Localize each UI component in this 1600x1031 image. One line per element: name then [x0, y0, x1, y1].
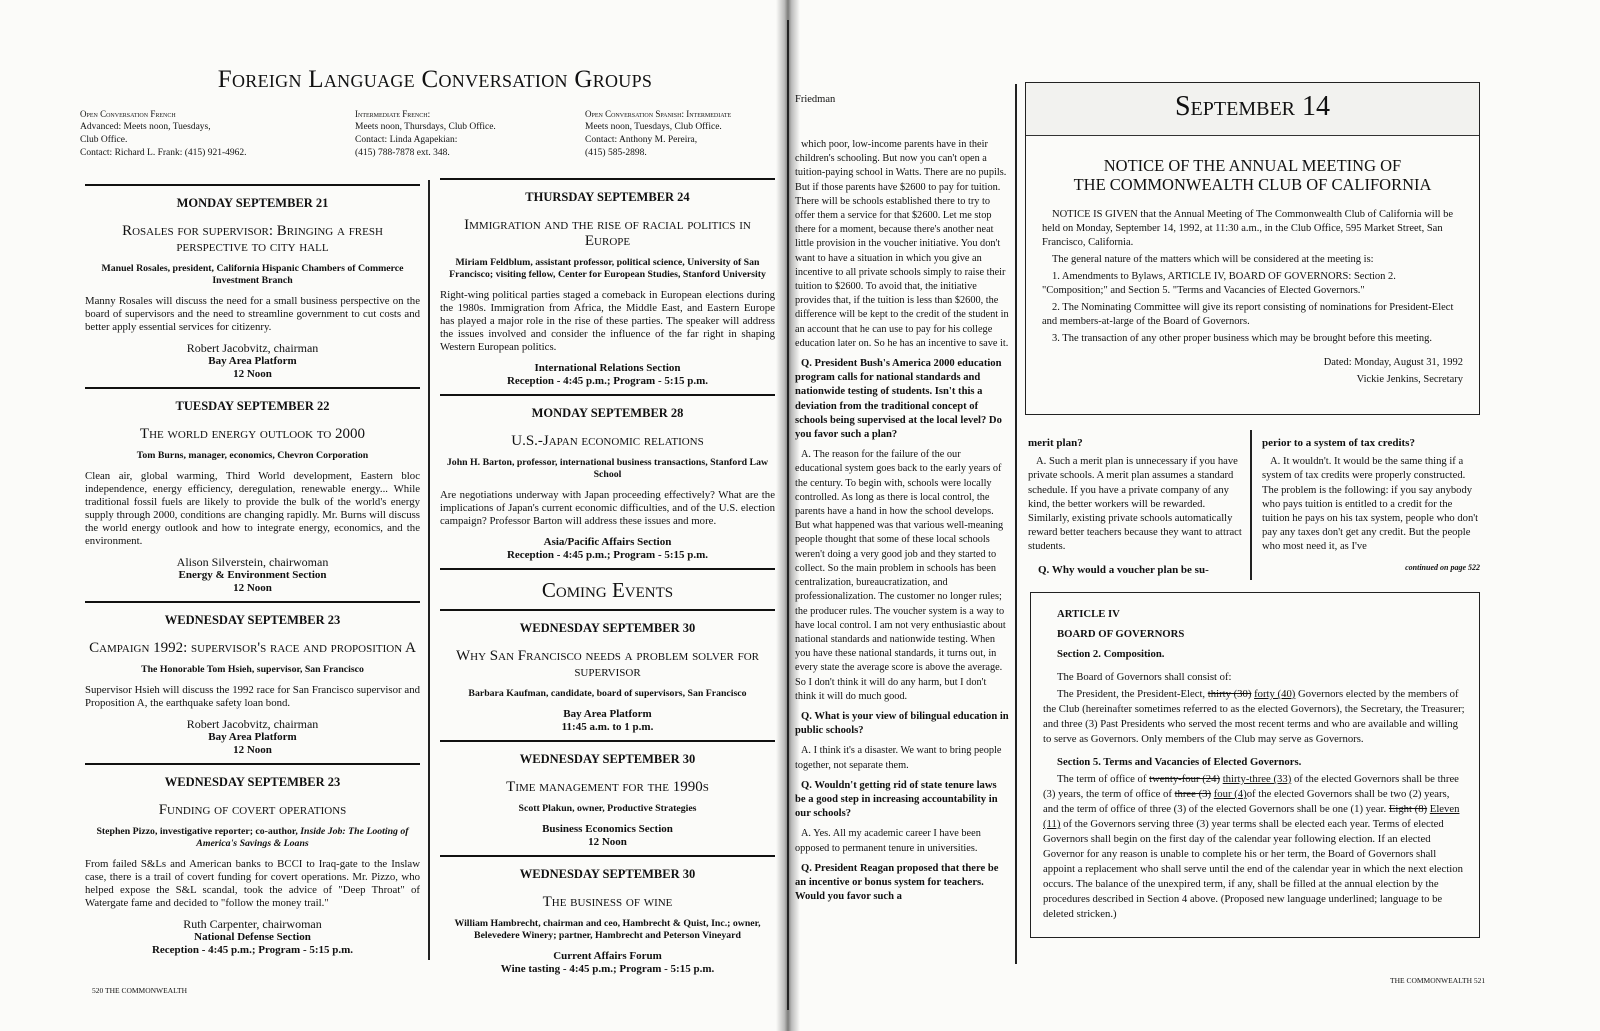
- book-title: Inside Job: The Looting of America's Savings & Loans: [196, 826, 409, 849]
- event-date: MONDAY SEPTEMBER 21: [176, 196, 329, 210]
- question: perior to a system of tax credits?: [1262, 437, 1415, 449]
- speaker-name: Miriam Feldblum, assistant professor, political science, University of San Francisco; visiting fellow, Center for European Studies, Stanford University: [449, 257, 766, 280]
- event-listing: [440, 855, 775, 976]
- event-section: Energy & Environment Section: [178, 569, 327, 581]
- event-title: Immigration and the rise of racial politics in Europe: [464, 217, 751, 249]
- group-detail: Contact: Linda Agapekian:: [355, 135, 458, 145]
- events-column-right: [440, 172, 775, 976]
- event-date: MONDAY SEPTEMBER 28: [531, 406, 684, 420]
- notice-paragraph: The general nature of the matters which will be considered at the meeting is:: [1052, 254, 1374, 265]
- notice-signature: Vickie Jenkins, Secretary: [1356, 374, 1463, 385]
- notice-paragraph: 3. The transaction of any other proper business which may be brought before this meeting.: [1052, 333, 1433, 344]
- event-date: THURSDAY SEPTEMBER 24: [525, 190, 690, 204]
- answer: A. It wouldn't. It would be the same thing if a system of tax credits were properly constructed. The problem is the following: if you say anybody who pays tuition is entitled to a credit for the tuition he pays on his tax system, people who don't pay any taxes don't get any credit. But the people who most need it, as I've: [1262, 456, 1479, 553]
- book-fold: [787, 20, 789, 1010]
- notice-paragraph: NOTICE IS GIVEN that the Annual Meeting of The Commonwealth Club of California will be held on Monday, September 14, 1992, at 11:30 a.m., in the Club Office, 595 Market Street, San Francisco, California.: [1042, 209, 1454, 248]
- event-title: Time management for the 1990s: [506, 779, 709, 795]
- question: Q. Why would a voucher plan be su-: [1038, 563, 1209, 576]
- section-heading: Section 2. Composition.: [1057, 648, 1165, 660]
- column-divider: [1250, 430, 1252, 580]
- article-heading: ARTICLE IV: [1057, 608, 1120, 620]
- group-heading: Intermediate French:: [355, 109, 431, 119]
- underlined-text: thirty-three (33): [1222, 773, 1292, 785]
- event-section: Business Economics Section: [542, 823, 673, 835]
- event-section: Bay Area Platform: [208, 355, 297, 367]
- notice-body: [1026, 208, 1479, 387]
- event-speaker: [440, 918, 775, 942]
- text: The term of office of: [1057, 773, 1150, 785]
- question: Q. What is your view of bilingual education in public schools?: [795, 710, 1009, 737]
- event-time: Reception - 4:45 p.m.; Program - 5:15 p.m.: [506, 549, 709, 561]
- page-title: Foreign Language Conversation Groups: [217, 66, 653, 93]
- event-time: 11:45 a.m. to 1 p.m.: [561, 721, 654, 733]
- event-section: International Relations Section: [534, 362, 681, 374]
- notice-title-line: THE COMMONWEALTH CLUB OF CALIFORNIA: [1073, 175, 1432, 194]
- event-listing: [440, 394, 775, 562]
- event-listing: [440, 609, 775, 734]
- event-speaker: [85, 826, 420, 850]
- interview-column: [795, 138, 1009, 910]
- question: merit plan?: [1028, 437, 1083, 449]
- event-speaker: [85, 450, 420, 462]
- answer: A. Yes. All my academic career I have been opposed to permanent tenure in universities.: [795, 828, 981, 854]
- running-head: Friedman: [795, 94, 836, 105]
- section-rule: [440, 394, 775, 396]
- event-listing: [85, 387, 420, 595]
- question: Q. Wouldn't getting rid of state tenure laws be a good step in increasing accountability in our schools?: [795, 779, 998, 820]
- bylaw-amendment-box: [1030, 592, 1480, 938]
- group-heading: Open Conversation French: [80, 109, 176, 119]
- event-listing: [85, 184, 420, 381]
- coming-events-heading: Coming Events: [541, 578, 674, 602]
- event-chair: Robert Jacobvitz, chairman: [186, 341, 319, 355]
- event-description: Are negotiations underway with Japan proceeding effectively? What are the implications of Japan's current economic difficulties, and of the U.S. election campaign? Professor Barton will address these issues and more.: [440, 489, 775, 527]
- underlined-text: four (4): [1213, 788, 1247, 800]
- event-description: Clean air, global warming, Third World development, Eastern bloc independence, energy efficiency, deregulation, renewable energy... While traditional fossil fuels are likely to provide the bulk of the world's energy supply through 2000, conditions are changing rapidly. Mr. Burns will discuss the world energy outlook and how to integrate energy, economics, and the environment.: [85, 470, 420, 547]
- paragraph: [1043, 687, 1467, 747]
- paragraph: [1043, 772, 1467, 922]
- event-time: 12 Noon: [233, 368, 272, 380]
- event-time: 12 Noon: [233, 744, 272, 756]
- group-detail: (415) 585-2898.: [585, 148, 647, 158]
- event-speaker: [85, 664, 420, 676]
- speaker-name: The Honorable Tom Hsieh, supervisor, San Francisco: [141, 664, 364, 675]
- stricken-text: Eight (8): [1388, 803, 1428, 815]
- event-date: WEDNESDAY SEPTEMBER 23: [164, 775, 341, 789]
- speaker-name: Tom Burns, manager, economics, Chevron Corporation: [136, 450, 369, 461]
- notice-paragraph: 2. The Nominating Committee will give its report consisting of nominations for President-Elect and members-at-large of the Board of Governors.: [1042, 302, 1454, 327]
- speaker-name: Barbara Kaufman, candidate, board of supervisors, San Francisco: [468, 688, 747, 699]
- question: Q. President Reagan proposed that there be an incentive or bonus system for teachers. Would you favor such a: [795, 862, 999, 903]
- event-listing: [85, 601, 420, 757]
- event-time: Wine tasting - 4:45 p.m.; Program - 5:15 p.m.: [500, 963, 715, 975]
- notice-title-line: NOTICE OF THE ANNUAL MEETING OF: [1103, 156, 1402, 175]
- event-date: WEDNESDAY SEPTEMBER 30: [519, 867, 696, 881]
- event-speaker: [85, 263, 420, 287]
- group-heading: Open Conversation Spanish: Intermediate: [585, 109, 732, 119]
- article-heading: BOARD OF GOVERNORS: [1057, 628, 1185, 640]
- event-date: WEDNESDAY SEPTEMBER 23: [164, 613, 341, 627]
- event-time: 12 Noon: [588, 836, 627, 848]
- event-speaker: [440, 457, 775, 481]
- event-title: The world energy outlook to 2000: [139, 426, 366, 442]
- speaker-name: Stephen Pizzo, investigative reporter; co-author,: [96, 826, 301, 837]
- interview-column-a: [1028, 436, 1243, 582]
- event-time: 12 Noon: [233, 582, 272, 594]
- event-section: Current Affairs Forum: [553, 950, 662, 962]
- event-title: The business of wine: [542, 894, 673, 910]
- stricken-text: twenty-four (24): [1149, 773, 1221, 785]
- group-detail: Contact: Richard L. Frank: (415) 921-4962.: [80, 148, 247, 158]
- group-detail: Advanced: Meets noon, Tuesdays,: [80, 122, 211, 132]
- text: of the elected Governors shall be three (3) years, the term of office of: [1043, 773, 1459, 800]
- answer: which poor, low-income parents have in their children's schooling. But now you can't open a tuition-paying school in Watts. There are no pupils. But if those parents have $2600 to pay for tuition. There will be schools established there to try to offer them a service for that $2600. Let me stop there for a moment, because there's another neat little provision in the voucher initiative. You don't want to have a situation in which you give an incentive to all private schools simply to raise their tuition to $2600. To avoid that, the initiative provides that, if the tuition is less than $2600, the difference will be kept to the credit of the student in an account that he can use to pay for his college education later on. So he has an incentive to save it.: [795, 139, 1009, 349]
- section-rule: [85, 184, 420, 186]
- event-speaker: [440, 688, 775, 700]
- event-section: Asia/Pacific Affairs Section: [543, 536, 672, 548]
- page-footer-right: THE COMMONWEALTH 521: [1390, 976, 1486, 985]
- section-rule: [440, 178, 775, 180]
- event-listing: [440, 178, 775, 388]
- conversation-group: [355, 108, 496, 160]
- question: Q. President Bush's America 2000 education program calls for national standards and nationwide testing of students. Isn't this a deviation from the traditional concept of schools being supervised at the local level? Do you favor such a plan?: [795, 358, 1002, 441]
- speaker-name: Scott Plakun, owner, Productive Strategies: [518, 803, 697, 814]
- event-chair: Alison Silverstein, chairwoman: [176, 555, 329, 569]
- annual-meeting-notice-box: [1025, 82, 1480, 415]
- group-detail: (415) 788-7878 ext. 348.: [355, 148, 450, 158]
- stricken-text: three (3): [1174, 788, 1212, 800]
- event-speaker: [440, 803, 775, 815]
- event-listing: [85, 763, 420, 957]
- event-title: Funding of covert operations: [158, 802, 347, 818]
- event-time: Reception - 4:45 p.m.; Program - 5:15 p.m.: [506, 375, 709, 387]
- speaker-name: Manuel Rosales, president, California Hispanic Chambers of Commerce Investment Branch: [101, 263, 404, 286]
- event-title: U.S.-Japan economic relations: [511, 433, 704, 449]
- event-date: WEDNESDAY SEPTEMBER 30: [519, 621, 696, 635]
- answer: A. I think it's a disaster. We want to bring people together, not separate them.: [795, 745, 1002, 771]
- continued-link[interactable]: continued on page 522: [1405, 562, 1480, 572]
- stricken-text: thirty (30): [1207, 688, 1252, 700]
- section-rule: [85, 601, 420, 603]
- events-column-left: [85, 178, 420, 957]
- event-title: Rosales for supervisor: Bringing a fresh perspective to city hall: [122, 223, 383, 255]
- section-rule: [440, 609, 775, 611]
- event-description: Right-wing political parties staged a comeback in European elections during the 1980s. Immigration from Africa, the Middle East, and Eastern Europe has played a major role in the rise of these parties. The speaker will address the issues involved and consider the influence of the far right in shaping Western European politics.: [440, 289, 775, 353]
- group-detail: Meets noon, Thursdays, Club Office.: [355, 122, 496, 132]
- group-detail: Contact: Anthony M. Pereira,: [585, 135, 698, 145]
- section-rule: [85, 387, 420, 389]
- notice-paragraph: 1. Amendments to Bylaws, ARTICLE IV, BOARD OF GOVERNORS: Section 2. "Composition;" and Section 5. "Terms and Vacancies of Elected Governors.": [1042, 271, 1396, 296]
- group-detail: Meets noon, Tuesdays, Club Office.: [585, 122, 722, 132]
- event-title: Campaign 1992: supervisor's race and proposition A: [89, 640, 416, 656]
- section-rule: [440, 855, 775, 857]
- event-description: Manny Rosales will discuss the need for a small business perspective on the board of supervisors and the need to streamline government to cut costs and better apply essential services for citizenry.: [85, 295, 420, 333]
- answer: A. Such a merit plan is unnecessary if you have private schools. A merit plan assumes a standard schedule. If you have a private company of any kind, the better workers will be rewarded. Similarly, existing private schools automatically reward better teachers because they want to attract students.: [1028, 456, 1242, 553]
- underlined-text: Eleven (11): [1043, 803, 1460, 830]
- text: of the Governors serving three (3) year terms shall be elected each year. Terms of elected Governors shall begin on the first day of the calendar year following election. If an elected Governor for any reason is unable to complete his or her term, the Board of Governors shall appoint a replacement who shall serve until the end of the calendar year in which the next election occurs. The balance of the unexpired term, if any, shall be filled at the annual election by the procedures described in Section 4 above. (Proposed new language underlined; language to be deleted stricken.): [1043, 818, 1463, 920]
- notice-title: [1026, 156, 1479, 194]
- underlined-text: forty (40): [1254, 688, 1296, 700]
- event-description: Supervisor Hsieh will discuss the 1992 race for San Francisco supervisor and Proposition A, the earthquake safety loan bond.: [85, 684, 420, 709]
- event-title: Why San Francisco needs a problem solver for supervisor: [455, 648, 759, 680]
- notice-dated: Dated: Monday, August 31, 1992: [1323, 357, 1463, 368]
- event-time: Reception - 4:45 p.m.; Program - 5:15 p.m.: [151, 944, 354, 956]
- event-chair: Ruth Carpenter, chairwoman: [183, 917, 322, 931]
- column-divider: [1015, 84, 1017, 964]
- text: of the elected Governors shall be two (2) years, and the term of office of three (3) of the elected Governors shall be one (1) year.: [1043, 788, 1450, 815]
- event-section: Bay Area Platform: [208, 731, 297, 743]
- event-description: From failed S&Ls and American banks to BCCI to Iraq-gate to the Inslaw case, there is a trail of covert funding for covert operations. Mr. Pizzo, who helped expose the S&L scandal, took the advice of "Deep Throat" of Watergate fame and decided to "follow the money trail.": [85, 858, 420, 909]
- event-section: National Defense Section: [194, 931, 311, 943]
- speaker-name: William Hambrecht, chairman and ceo, Hambrecht & Quist, Inc.; owner, Belevedere Winery; partner, Hambrecht and Peterson Vineyard: [454, 918, 761, 941]
- text: Governors elected by the members of the Club (hereinafter sometimes referred to as the elected Governors), the Secretary, the Treasurer; and three (3) Past Presidents who served the most recent terms and who are available and willing to serve as Governors. Only members of the Club may serve as Governors.: [1043, 688, 1465, 745]
- section-heading: Section 5. Terms and Vacancies of Elected Governors.: [1057, 756, 1302, 768]
- notice-date-header: September 14: [1026, 83, 1479, 136]
- event-date: TUESDAY SEPTEMBER 22: [175, 399, 330, 413]
- section-rule: [440, 568, 775, 570]
- answer: A. The reason for the failure of the our educational system goes back to the early years of the century. To begin with, schools were locally controlled. As long as there is local control, the parents have a hand in how the school develops. But what happened was that various well-meaning people thought that some of these local schools weren't doing a very good job and they started to collect. So the main problem in schools has been centralization, bureaucratization, and professionalization. The customer no longer rules; the producer rules. The voucher system is a way to have local control. I am not very enthusiastic about national standards and nationwide testing. When you have these national standards, it turns out, in every state the average score is above the average. So I don't think it will do any harm, but I don't think it will do much good.: [795, 449, 1006, 702]
- paragraph: The Board of Governors shall consist of:: [1057, 671, 1232, 683]
- event-speaker: [440, 257, 775, 281]
- interview-column-b: [1262, 436, 1480, 575]
- conversation-group: [80, 108, 246, 160]
- event-date: WEDNESDAY SEPTEMBER 30: [519, 752, 696, 766]
- section-rule: [85, 763, 420, 765]
- event-listing: [440, 740, 775, 849]
- event-chair: Robert Jacobvitz, chairman: [186, 717, 319, 731]
- column-divider: [428, 180, 430, 960]
- speaker-name: John H. Barton, professor, international business transactions, Stanford Law School: [446, 457, 769, 480]
- section-rule: [440, 740, 775, 742]
- page-footer-left: 520 THE COMMONWEALTH: [92, 986, 187, 995]
- text: The President, the President-Elect,: [1057, 688, 1208, 700]
- group-detail: Club Office.: [80, 135, 128, 145]
- conversation-group: [585, 108, 731, 160]
- event-section: Bay Area Platform: [563, 708, 652, 720]
